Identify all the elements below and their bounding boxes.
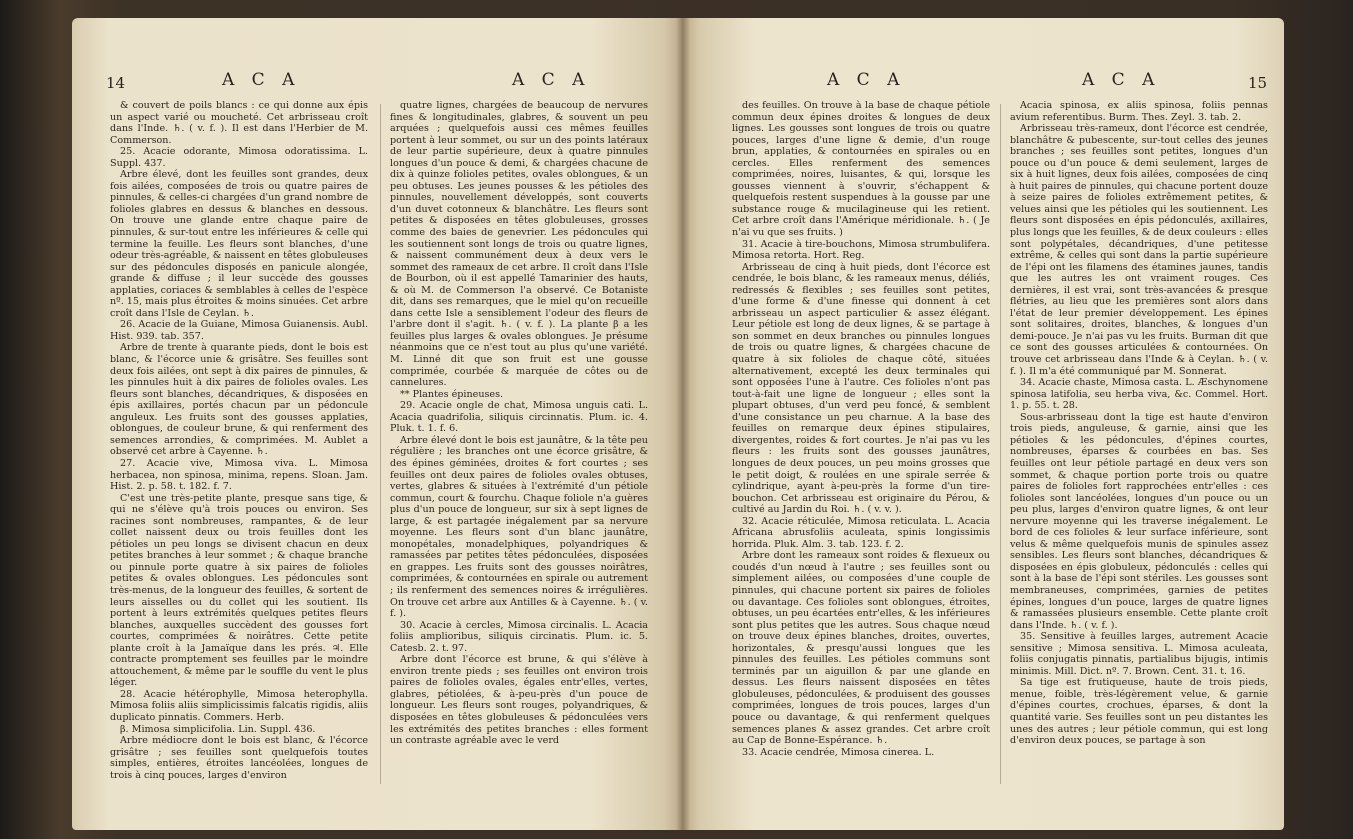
- running-header-right-col4: A C A: [1082, 70, 1161, 90]
- paragraph: 25. Acacie odorante, Mimosa odoratissima. L. Suppl. 437.: [110, 146, 368, 169]
- left-page: [72, 18, 682, 830]
- paragraph: Arbre élevé dont le bois est jaunâtre, & la tête peu régulière ; les branches ont une écorce grisâtre, & des épines géminées, droites & fort courtes ; ses feuilles ont deux paires de folioles ovales obtuses, vertes, glabres & situées à l'extrémité d'un pétiole commun, court & fourchu. Chaque foliole n'a guères plus d'un pouce de longueur, sur six à sept lignes de large, & est partagée inégalement par sa nervure moyenne. Les fleurs sont d'un blanc jaunâtre, monopétales, monadelphiques, polyandriques & ramassées par petites têtes pédonculées, disposées en grappes. Les fruits sont des gousses noirâtres, comprimées, & contournées en spirale ou autrement ; ils renferment des semences noires & irrégulières. On trouve cet arbre aux Antilles & à Cayenne. ♄. ( v. f. ).: [390, 434, 648, 620]
- paragraph: 32. Acacie réticulée, Mimosa reticulata. L. Acacia Africana abrusfoliis aculeata, spinis longissimis horrida. Pluk. Alm. 3. tab. 123. f. 2.: [732, 515, 990, 550]
- page-number-left: 14: [106, 74, 126, 92]
- paragraph: des feuilles. On trouve à la base de chaque pétiole commun deux épines droites & longues de deux lignes. Les gousses sont longues de trois ou quatre pouces, larges d'une ligne & demie, d'un rouge brun, applaties, & contournées en spirales ou en cercles. Elles renferment des semences comprimées, noires, luisantes, & qui, lorsque les gousses viennent à s'ouvrir, s'échappent & quelquefois restent suspendues à la gousse par une substance rouge & mucilagineuse qui les retient. Cet arbre croît dans l'Amérique méridionale. ♄. ( Je n'ai vu que ses fruits. ): [732, 100, 990, 239]
- paragraph: Arbre médiocre dont le bois est blanc, & l'écorce grisâtre ; ses feuilles sont quelquefois toutes simples, entières, étroites lancéolées, longues de trois à cinq pouces, larges d'environ: [110, 735, 368, 781]
- paragraph: Arbre élevé, dont les feuilles sont grandes, deux fois ailées, composées de trois ou quatre paires de pinnules, & celles-ci chargées d'un grand nombre de folioles glabres en dessus & blanches en dessous. On trouve une glande entre chaque paire de pinnules, & sur-tout entre les inférieures & celle qui termine la feuille. Les fleurs sont blanches, d'une odeur très-agréable, & naissent en têtes globuleuses sur des pédoncules disposés en panicule alongée, grande & diffuse ; il leur succède des gousses applaties, coriaces & semblables à celles de l'espèce nº. 15, mais plus étroites & moins sinuées. Cet arbre croît dans l'Isle de Ceylan. ♄.: [110, 169, 368, 319]
- running-header-left-col2: A C A: [512, 70, 591, 90]
- paragraph: Acacia spinosa, ex aliis spinosa, foliis pennas avium referentibus. Burm. Thes. Zeyl. 3. tab. 2.: [1010, 100, 1268, 123]
- paragraph: 28. Acacie hétérophylle, Mimosa heterophylla. Mimosa foliis aliis simplicissimis falcatis rigidis, aliis duplicato pinnatis. Commers. Herb.: [110, 688, 368, 723]
- paragraph: C'est une très-petite plante, presque sans tige, & qui ne s'élève qu'à trois pouces ou environ. Ses racines sont nombreuses, rampantes, & de leur collet naissent deux ou trois feuilles dont les pétioles un peu longs se divisent chacun en deux petites branches à leur sommet ; & chaque branche ou pinnule porte quatre à six paires de folioles petites & ovales oblongues. Les pédoncules sont très-menus, de la longueur des feuilles, & sortent de leurs aisselles ou du collet qui les soutient. Ils portent à leurs extrémités quelques petites fleurs blanches, auxquelles succèdent des gousses fort courtes, comprimées & noirâtres. Cette petite plante croît à la Jamaïque dans les prés. ♃. Elle contracte promptement ses feuilles par le moindre attouchement, & même par le souffle du vent le plus léger.: [110, 492, 368, 689]
- paragraph: 29. Acacie ongle de chat, Mimosa unguis cati. L. Acacia quadrifolia, siliquis circinnatis. Plum. ic. 4. Pluk. t. 1. f. 6.: [390, 400, 648, 435]
- paragraph: ** Plantes épineuses.: [400, 388, 504, 400]
- column-divider-right: [1000, 104, 1001, 784]
- book-gutter: [676, 18, 690, 830]
- paragraph: Arbre de trente à quarante pieds, dont le bois est blanc, & l'écorce unie & grisâtre. Ses feuilles sont deux fois ailées, ont sept à dix paires de pinnules, & les pinnules huit à dix paires de folioles ovales. Les fleurs sont blanches, décandriques, & disposées en épis axillaires, portés chacun par un pédoncule anguleux. Les fruits sont des gousses applaties, oblongues, de couleur brune, & qui renferment des semences arrondies, & comprimées. M. Aublet a observé cet arbre à Cayenne. ♄.: [110, 342, 368, 458]
- paragraph: Sous-arbrisseau dont la tige est haute d'environ trois pieds, anguleuse, & garnie, ainsi que les pétioles & les pédoncules, d'épines courtes, nombreuses, éparses & courbées en bas. Ses feuilles ont leur pétiole partagé en deux vers son sommet, & chaque portion porte trois ou quatre paires de folioles fort rapprochées entr'elles : ces folioles sont lancéolées, longues d'un pouce ou un peu plus, larges d'environ quatre lignes, & ont leur nervure moyenne qui les traverse inégalement. Le bord de ces folioles & leur surface inférieure, sont velus & même quelquefois munis de spinules assez sensibles. Les fleurs sont blanches, décandriques & disposées en épis globuleux, pédonculés : celles qui sont à la base de l'épi sont stériles. Les gousses sont membraneuses, comprimées, garnies de petites épines, longues d'un pouce, larges de quatre lignes & ramassées plusieurs ensemble. Cette plante croît dans l'Inde. ♄. ( v. f. ).: [1010, 411, 1268, 631]
- text-column-1: [110, 100, 368, 781]
- text-column-4: [1010, 100, 1268, 747]
- text-column-2: [390, 100, 648, 747]
- paragraph: Arbre dont l'écorce est brune, & qui s'élève à environ trente pieds ; ses feuilles ont environ trois paires de folioles ovales, égales entr'elles, vertes, glabres, pétiolées, & à-peu-près d'un pouce de longueur. Les fleurs sont rouges, polyandriques, & disposées en têtes globuleuses & pédonculées vers les extrémités des petites branches : elles forment un contraste agréable avec le verd: [390, 654, 648, 747]
- running-header-right-col3: A C A: [827, 70, 906, 90]
- paragraph: 31. Acacie à tire-bouchons, Mimosa strumbulifera. Mimosa retorta. Hort. Reg.: [732, 238, 990, 262]
- paragraph: & couvert de poils blancs : ce qui donne aux épis un aspect varié ou moucheté. Cet arbrisseau croît dans l'Inde. ♄. ( v. f. ). Il est dans l'Herbier de M. Commerson.: [110, 100, 368, 146]
- paragraph: quatre lignes, chargées de beaucoup de nervures fines & longitudinales, glabres, & souvent un peu arquées ; quelquefois aussi ces mêmes feuilles portent à leur sommet, ou sur un des points latéraux de leur partie supérieure, deux à quatre pinnules longues d'un pouce & demi, & chargées chacune de dix à quinze folioles petites, ovales oblongues, & un peu obtuses. Les jeunes pousses & les pétioles des pinnules, nouvellement développés, sont couverts d'un duvet cotonneux & blanchâtre. Les fleurs sont petites & disposées en têtes globuleuses, grosses comme des baies de genevrier. Les pédoncules qui les soutiennent sont longs de trois ou quatre lignes, & naissent communément deux à deux vers le sommet des rameaux de cet arbre. Il croît dans l'Isle de Bourbon, où il est appellé Tamarinier des hauts, & où M. de Commerson l'a observé. Ce Botaniste dit, dans ses remarques, que le miel qu'on recueille dans cette Isle a sensiblement l'odeur des fleurs de l'arbre dont il s'agit. ♄. ( v. f. ). La plante β a les feuilles plus larges & ovales oblongues. Je présume néanmoins que ce n'est tout au plus qu'une variété. M. Linné dit que son fruit est une gousse comprimée, courbée & marquée de côtes ou de cannelures.: [390, 100, 648, 389]
- paragraph: 33. Acacie cendrée, Mimosa cinerea. L.: [742, 746, 935, 758]
- paragraph: β. Mimosa simplicifolia. Lin. Suppl. 436.: [120, 723, 316, 735]
- paragraph: 34. Acacie chaste, Mimosa casta. L. Æschynomene spinosa latifolia, seu herba viva, &c. Commel. Hort. 1. p. 55. t. 28.: [1010, 377, 1268, 412]
- text-column-3: [732, 100, 990, 758]
- column-divider-left: [380, 104, 381, 784]
- right-page: [682, 18, 1284, 830]
- paragraph: Arbrisseau de cinq à huit pieds, dont l'écorce est cendrée, le bois blanc, & les rameaux menus, déliés, redressés & flexibles ; ses feuilles sont petites, d'une forme & d'une finesse qui donnent à cet arbrisseau un aspect particulier & assez élégant. Leur pétiole est long de deux lignes, & se partage à son sommet en deux branches ou pinnules longues de trois ou quatre lignes, & chargées chacune de quatre à six folioles de chaque côté, situées alternativement, excepté les deux terminales qui sont opposées l'une à l'autre. Ces folioles n'ont pas tout-à-fait une ligne de longueur ; elles sont la plupart obtuses, d'un verd peu foncé, & semblent d'une consistance un peu charnue. A la base des feuilles on remarque deux épines stipulaires, divergentes, roides & fort courtes. Je n'ai pas vu les fleurs : les fruits sont des gousses jaunâtres, longues de deux pouces, un peu moins grosses que le petit doigt, & roulées en une spirale serrée & cylindrique, ayant à-peu-près la forme d'un tire-bouchon. Cet arbrisseau est originaire du Pérou, & cultivé au Jardin du Roi. ♄. ( v. v. ).: [732, 261, 990, 516]
- paragraph: 35. Sensitive à feuilles larges, autrement Acacie sensitive ; Mimosa sensitiva. L. Mimosa aculeata, foliis conjugatis pinnatis, partialibus bijugis, intimis minimis. Mill. Dict. nº. 7. Brown. Cent. 31. t. 16.: [1010, 631, 1268, 677]
- paragraph: Arbre dont les rameaux sont roides & flexueux ou coudés d'un nœud à l'autre ; ses feuilles sont ou simplement ailées, ou composées d'une couple de pinnules, qui chacune portent six paires de folioles ou davantage. Ces folioles sont oblongues, étroites, obtuses, un peu écartées entr'elles, & les inférieures sont plus petites que les autres. Sous chaque nœud on trouve deux épines blanches, droites, ouvertes, horizontales, & presqu'aussi longues que les pinnules des feuilles. Les pétioles communs sont terminés par un aiguillon & par une glande en dessus. Les fleurs naissent disposées en têtes globuleuses, pédonculées, & produisent des gousses comprimées, longues de trois pouces, larges d'un pouce ou davantage, & qui renferment quelques semences planes & assez grandes. Cet arbre croît au Cap de Bonne-Espérance. ♄.: [732, 550, 990, 747]
- page-number-right: 15: [1248, 74, 1268, 92]
- paragraph: 30. Acacie à cercles, Mimosa circinalis. L. Acacia foliis amplioribus, siliquis circinatis. Plum. ic. 5. Catesb. 2. t. 97.: [390, 619, 648, 654]
- paragraph: Sa tige est frutiqueuse, haute de trois pieds, menue, foible, très-légèrement velue, & garnie d'épines courtes, crochues, éparses, & dont la quantité varie. Ses feuilles sont un peu distantes les unes des autres ; leur pétiole commun, qui est long d'environ deux pouces, se partage à son: [1010, 677, 1268, 747]
- running-header-left-col1: A C A: [222, 70, 301, 90]
- paragraph: Arbrisseau très-rameux, dont l'écorce est cendrée, blanchâtre & pubescente, sur-tout celles des jeunes branches ; ses feuilles sont petites, longues d'un pouce ou d'un pouce & demi seulement, larges de six à huit lignes, deux fois ailées, composées de cinq à huit paires de pinnules, qui chacune portent douze à seize paires de folioles extrêmement petites, & velues ainsi que les pétioles qui les soutiennent. Les fleurs sont disposées en épis pédonculés, axillaires, plus longs que les feuilles, & de deux couleurs : elles sont polypétales, décandriques, d'une petitesse extrême, & celles qui sont dans la partie supérieure de l'épi ont les filamens des étamines jaunes, tandis que les autres les ont vraiment rouges. Ces dernières, il est vrai, sont très-avancées & presque flétries, au lieu que les premières sont alors dans l'état de leur premier développement. Les épines sont solitaires, droites, blanches, & longues d'un demi-pouce. Je n'ai pas vu les fruits. Burman dit que ce sont des gousses articulées & contournées. On trouve cet arbrisseau dans l'Inde & à Ceylan. ♄. ( v. f. ). Il m'a été communiqué par M. Sonnerat.: [1010, 123, 1269, 377]
- open-book: [72, 18, 1284, 830]
- paragraph: 27. Acacie vive, Mimosa viva. L. Mimosa herbacea, non spinosa, minima, repens. Sloan. Jam. Hist. 2. p. 58. t. 182. f. 7.: [110, 457, 368, 493]
- paragraph: 26. Acacie de la Guiane, Mimosa Guianensis. Aubl. Hist. 939. tab. 357.: [110, 319, 368, 342]
